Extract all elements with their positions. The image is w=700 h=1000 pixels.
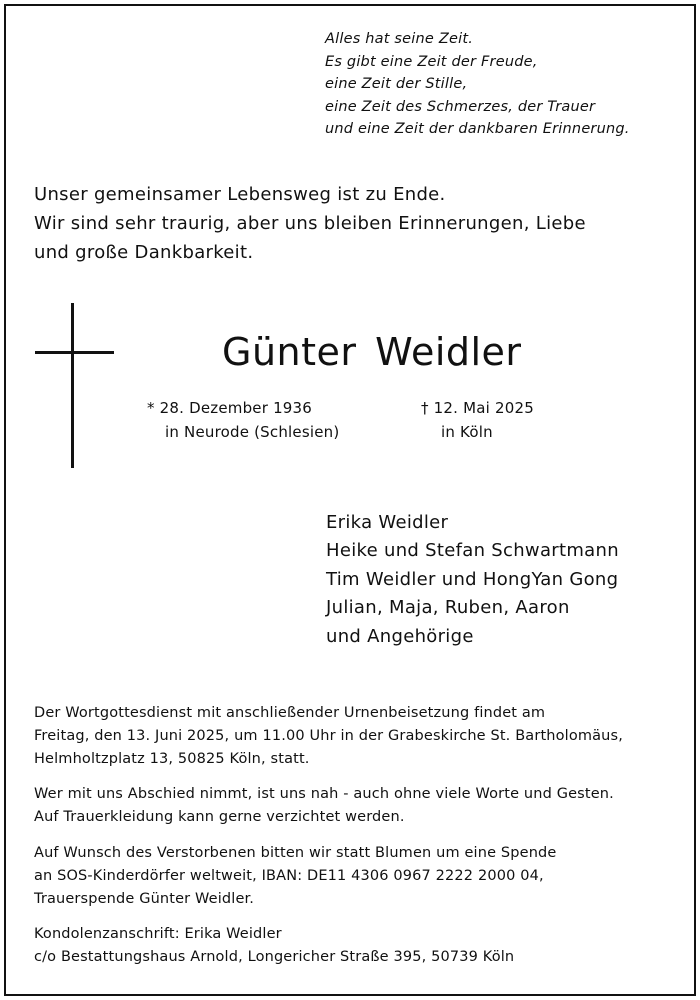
intro-line: Unser gemeinsamer Lebensweg ist zu Ende. [34, 184, 446, 205]
poem-line: eine Zeit der Stille, [325, 76, 468, 93]
farewell-line: Auf Trauerkleidung kann gerne verzichtet werden. [34, 809, 405, 826]
condolence-line: Kondolenzanschrift: Erika Weidler [34, 926, 282, 943]
poem-line: Es gibt eine Zeit der Freude, [325, 53, 538, 70]
birth-place: in Neurode (Schlesien) [165, 423, 340, 441]
farewell-line: Wer mit uns Abschied nimmt, ist uns nah - auch ohne viele Worte und Gesten. [34, 786, 614, 803]
death-info [421, 396, 534, 444]
service-paragraph [34, 702, 674, 770]
poem-line: eine Zeit des Schmerzes, der Trauer [325, 98, 596, 115]
condolence-paragraph [34, 923, 674, 969]
donation-line: an SOS-Kinderdörfer weltweit, IBAN: DE11 4306 0967 2222 2000 04, [34, 867, 544, 884]
family-member: Erika Weidler [326, 512, 449, 533]
family-member: und Angehörige [326, 625, 474, 647]
donation-paragraph [34, 842, 674, 910]
cross-horizontal-bar [35, 351, 114, 354]
intro-line: und große Dankbarkeit. [34, 242, 254, 263]
deceased-name: Günter Weidler [222, 330, 522, 374]
donation-line: Trauerspende Günter Weidler. [34, 890, 255, 907]
farewell-paragraph [34, 783, 674, 829]
service-line: Freitag, den 13. Juni 2025, um 11.00 Uhr in der Grabeskirche St. Bartholomäus, [34, 727, 623, 744]
death-date: † 12. Mai 2025 [421, 399, 534, 417]
death-place: in Köln [441, 423, 493, 441]
poem [325, 28, 630, 141]
family-member: Heike und Stefan Schwartmann [326, 540, 619, 562]
family-member: Tim Weidler und HongYan Gong [326, 568, 619, 590]
family-list [326, 509, 619, 651]
service-line: Der Wortgottesdienst mit anschließender Urnenbeisetzung findet am [34, 705, 546, 721]
condolence-line: c/o Bestattungshaus Arnold, Longericher Straße 395, 50739 Köln [34, 949, 515, 966]
cross-vertical-bar [71, 303, 74, 468]
donation-line: Auf Wunsch des Verstorbenen bitten wir statt Blumen um eine Spende [34, 844, 557, 861]
birth-info [147, 396, 339, 444]
family-member: Julian, Maja, Ruben, Aaron [326, 597, 570, 619]
poem-line: und eine Zeit der dankbaren Erinnerung. [325, 121, 630, 138]
birth-date: * 28. Dezember 1936 [147, 399, 313, 417]
service-line: Helmholtzplatz 13, 50825 Köln, statt. [34, 750, 310, 767]
poem-line: Alles hat seine Zeit. [325, 31, 474, 47]
intro-line: Wir sind sehr traurig, aber uns bleiben Erinnerungen, Liebe [34, 213, 586, 234]
notice-details [34, 702, 674, 982]
intro-text [34, 180, 586, 267]
